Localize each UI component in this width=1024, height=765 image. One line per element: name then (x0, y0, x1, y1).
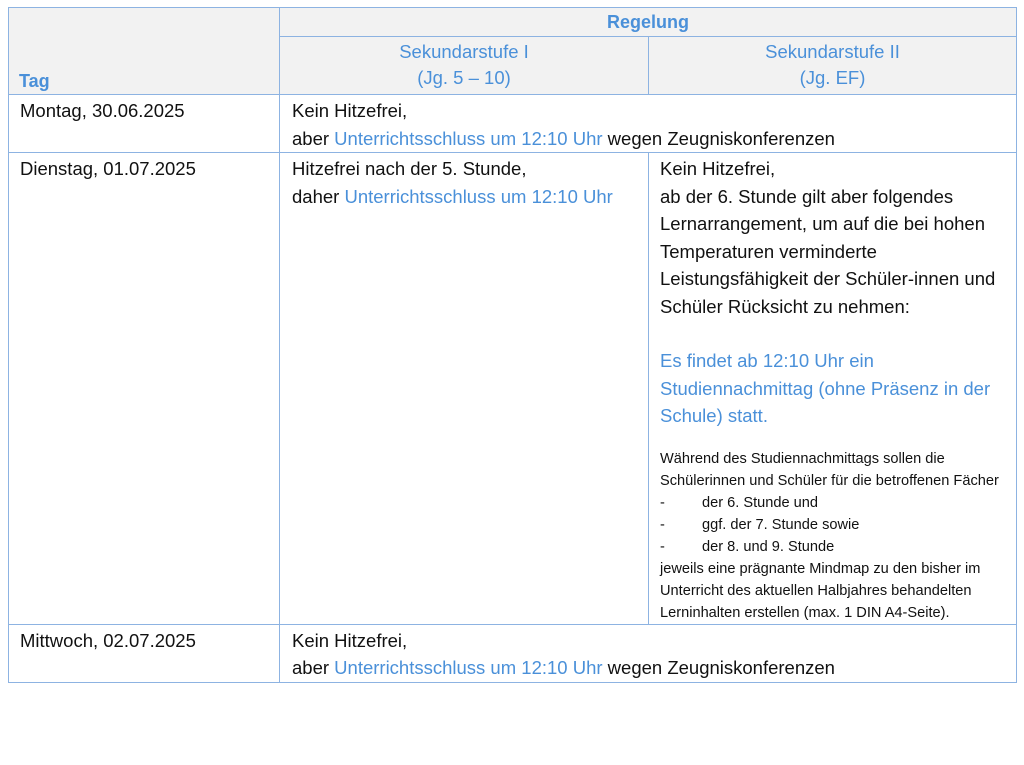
column-header-sekundarstufe-1 (280, 37, 649, 95)
table-row-monday (9, 95, 1017, 153)
wednesday-line1: Kein Hitzefrei, (292, 629, 408, 651)
list-item: - ggf. der 7. Stunde sowie (660, 516, 860, 533)
tuesday-sek2-detail-outro: jeweils eine prägnante Mindmap zu den bisher im Unterricht des aktuellen Halbjahres behandelten Lerninhalten erstellen (max. 1 DIN A4-Seite). (660, 560, 981, 621)
day-cell-wednesday: Mittwoch, 02.07.2025 (9, 624, 280, 682)
tuesday-sek2-detail (660, 448, 1006, 624)
wednesday-post: wegen Zeugniskonferenzen (602, 657, 835, 678)
header-row-top (9, 8, 1017, 37)
column-header-tag: Tag (9, 8, 280, 95)
monday-line1: Kein Hitzefrei, (292, 100, 408, 121)
rule-cell-monday (280, 95, 1017, 153)
wednesday-highlight: Unterrichtsschluss um 12:10 Uhr (334, 657, 603, 678)
day-cell-tuesday: Dienstag, 01.07.2025 (9, 153, 280, 625)
tuesday-sek2-intro: Kein Hitzefrei, ab der 6. Stunde gilt aber folgendes Lernarrangement, um auf die bei hohen Temperaturen verminderte Leistungsfähigkeit der Schüler-innen und Schüler Rücksicht zu nehmen: (660, 158, 996, 317)
tuesday-sek2-highlight: Es findet ab 12:10 Uhr ein Studiennachmittag (ohne Präsenz in der Schule) statt. (660, 350, 991, 426)
list-item: - der 8. und 9. Stunde (660, 538, 835, 555)
sek1-title: Sekundarstufe I (399, 41, 529, 62)
table-row-wednesday (9, 624, 1017, 682)
table-row-tuesday (9, 153, 1017, 625)
sek2-title: Sekundarstufe II (765, 41, 900, 62)
rule-cell-wednesday (280, 624, 1017, 682)
column-header-regelung: Regelung (280, 8, 1017, 37)
rule-cell-tuesday-sek1 (280, 153, 649, 625)
tuesday-sek2-list (660, 492, 1006, 558)
monday-pre: aber (292, 127, 335, 149)
tuesday-sek2-detail-intro: Während des Studiennachmittags sollen die Schülerinnen und Schüler für die betroffenen Fächer (660, 450, 999, 489)
sek1-grades: (Jg. 5 – 10) (417, 67, 511, 88)
tuesday-sek1-line1: Hitzefrei nach der 5. Stunde, (292, 158, 527, 179)
hitzefrei-schedule-table (8, 7, 1017, 683)
monday-highlight: Unterrichtsschluss um 12:10 Uhr (334, 127, 603, 149)
monday-post: wegen Zeugniskonferenzen (602, 127, 835, 149)
tuesday-sek1-highlight: Unterrichtsschluss um 12:10 Uhr (344, 185, 613, 207)
tuesday-sek1-pre: daher (292, 185, 345, 207)
day-cell-monday: Montag, 30.06.2025 (9, 95, 280, 153)
sek2-grades: (Jg. EF) (799, 67, 866, 88)
list-item: - der 6. Stunde und (660, 494, 819, 511)
wednesday-pre: aber (292, 657, 335, 678)
rule-cell-tuesday-sek2 (649, 153, 1017, 625)
column-header-sekundarstufe-2 (649, 37, 1017, 95)
